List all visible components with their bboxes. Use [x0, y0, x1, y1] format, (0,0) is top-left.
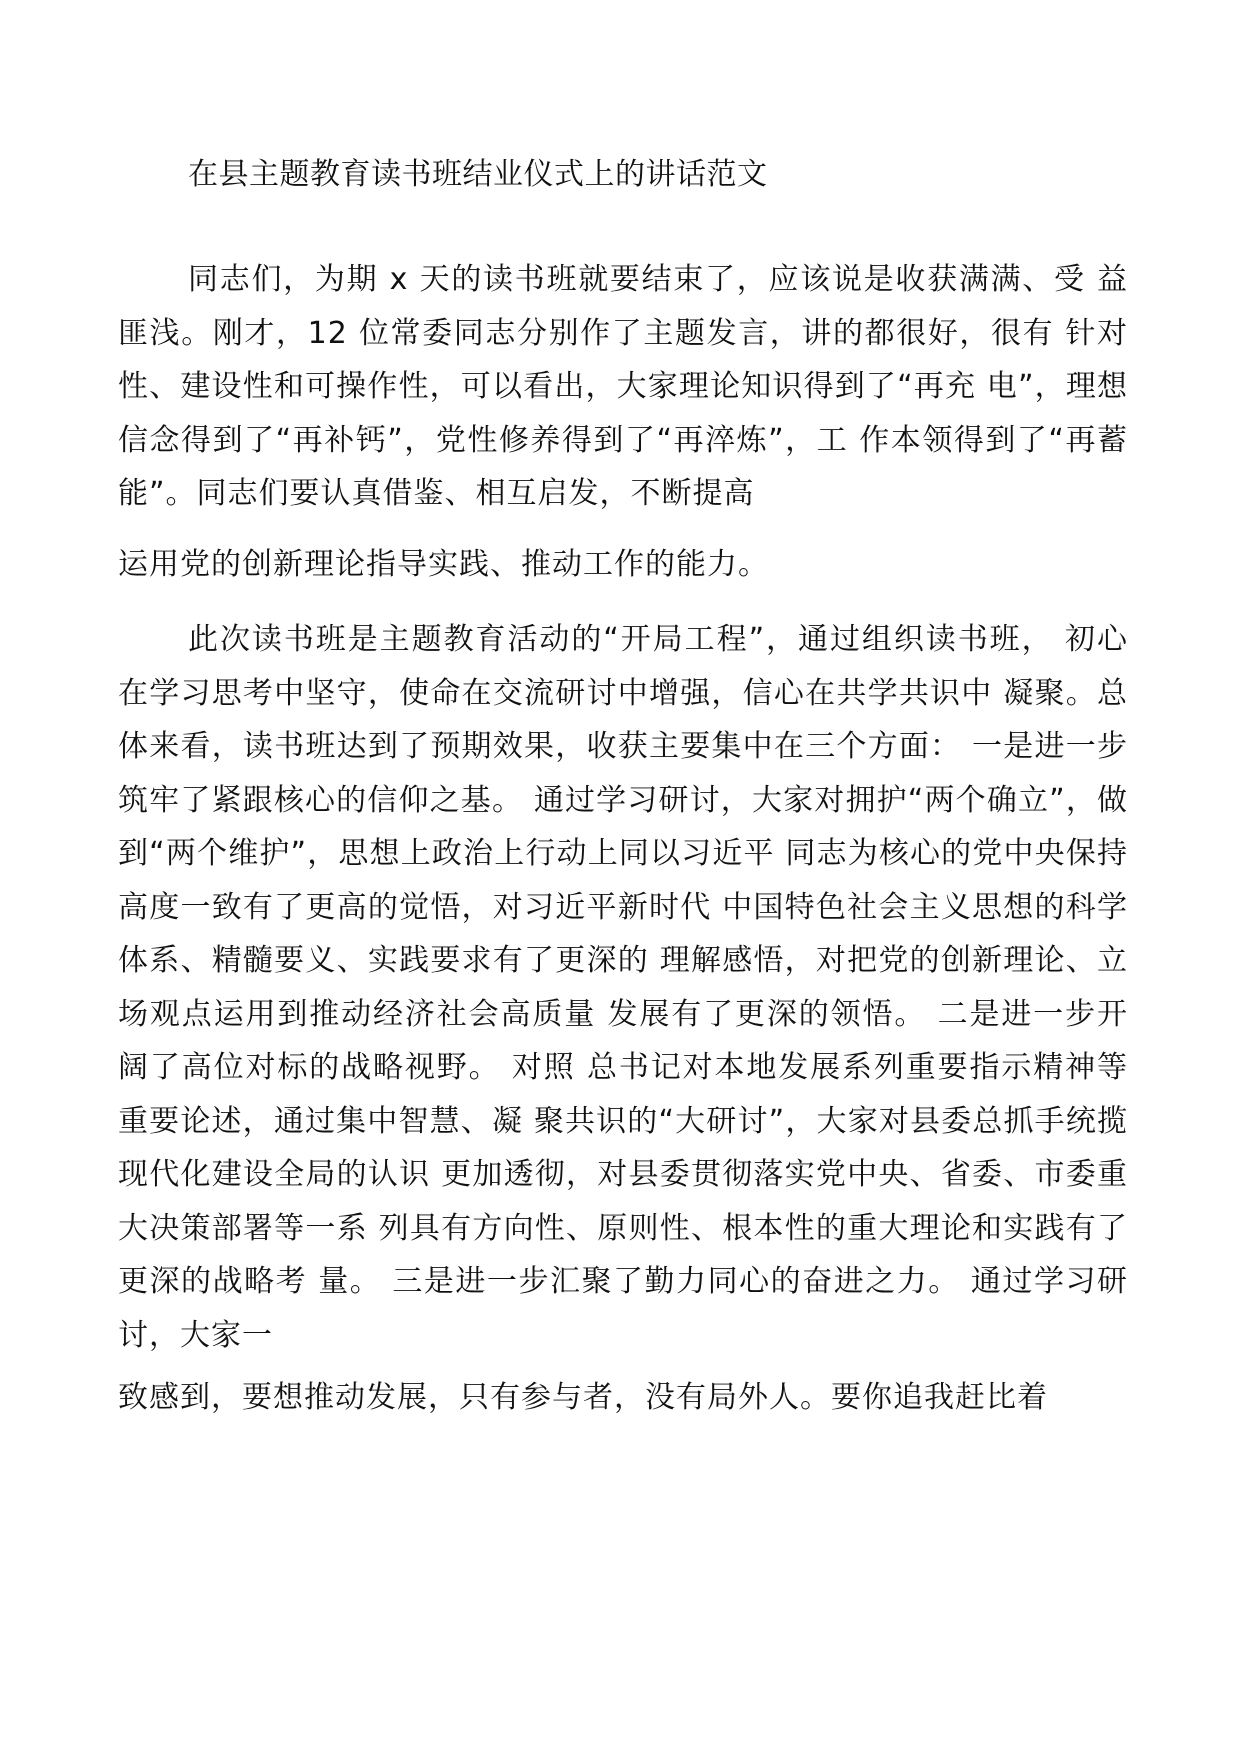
paragraph-opening-continued: 运用党的创新理论指导实践、推动工作的能力。 [118, 547, 769, 582]
paragraph-reading-class-summary: 此次读书班是主题教育活动的“开局工程”，通过组织读书班， 初心在学习思考中坚守，使命在交流研讨中增强，信心在共学共识中 凝聚。总体来看，读书班达到了预期效果，收获主要集中在三个方面： 一是进一步筑牢了紧跟核心的信仰之基。 通过学习研讨，大家对拥护“两个确立”，做到“两个维护”，思想上政治上行动上同以习近平 同志为核心的党中央保持高度一致有了更高的觉悟，对习近平新时代 中国特色社会主义思想的科学体系、精髓要义、实践要求有了更深的 理解感悟，对把党的创新理论、立场观点运用到推动经济社会高质量 发展有了更深的领悟。 二是进一步开阔了高位对标的战略视野。 对照 总书记对本地发展系列重要指示精神等重要论述，通过集中智慧、凝 聚共识的“大研讨”，大家对县委总抓手统揽现代化建设全局的认识 更加透彻，对县委贯彻落实党中央、省委、市委重大决策部署等一系 列具有方向性、原则性、根本性的重大理论和实践有了更深的战略考 量。 三是进一步汇聚了勤力同心的奋进之力。 通过学习研讨，大家一 [118, 622, 1128, 1353]
paragraph-opening: 同志们，为期 x 天的读书班就要结束了，应该说是收获满满、受 益匪浅。刚才，12 位常委同志分别作了主题发言，讲的都很好，很有 针对性、建设性和可操作性，可以看出，大家理论知识得到了“再充 电”，理想信念得到了“再补钙”，党性修养得到了“再淬炼”，工 作本领得到了“再蓄能”。同志们要认真借鉴、相互启发，不断提高 [118, 262, 1128, 511]
document-title: 在县主题教育读书班结业仪式上的讲话范文 [188, 157, 768, 192]
paragraph-continuation: 致感到，要想推动发展，只有参与者，没有局外人。要你追我赶比着 [118, 1380, 1048, 1415]
